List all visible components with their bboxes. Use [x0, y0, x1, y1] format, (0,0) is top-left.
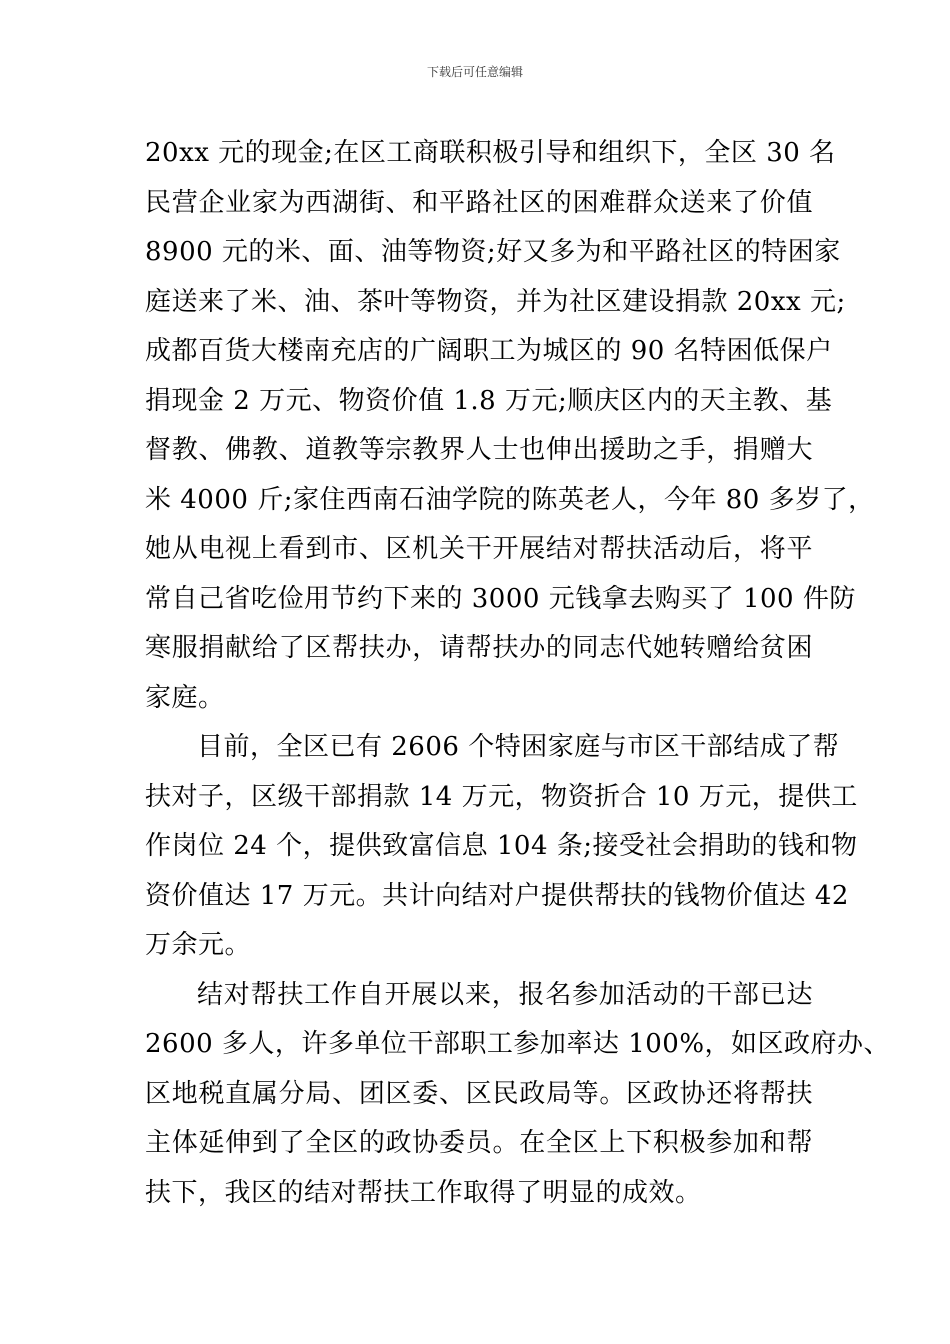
text-line: 主体延伸到了全区的政协委员。在全区上下积极参加和帮: [145, 1128, 813, 1158]
text-line: 万余元。: [145, 930, 252, 960]
text-line: 米 4000 斤;家住西南石油学院的陈英老人，今年 80 多岁了，: [145, 484, 875, 515]
paragraph-3: [145, 971, 891, 1219]
text-line: 2600 多人，许多单位干部职工参加率达 100%，如区政府办、: [145, 1029, 891, 1059]
text-line: 家庭。: [145, 682, 225, 713]
paragraph-2: [145, 723, 858, 971]
text-line: 民营企业家为西湖街、和平路社区的困难群众送来了价值: [145, 187, 813, 218]
text-line: 20xx 元的现金;在区工商联积极引导和组织下，全区 30 名: [145, 138, 836, 168]
text-line: 督教、佛教、道教等宗教界人士也伸出援助之手，捐赠大: [145, 435, 813, 465]
page-header: 下载后可任意编辑: [426, 65, 523, 79]
text-line: 成都百货大楼南充店的广阔职工为城区的 90 名特困低保户: [145, 336, 833, 366]
text-line: 区地税直属分局、团区委、区民政局等。区政协还将帮扶: [145, 1078, 813, 1109]
text-line: 结对帮扶工作自开展以来，报名参加活动的干部已达: [197, 979, 813, 1010]
paragraph-1: [145, 129, 875, 723]
text-line: 作岗位 24 个，提供致富信息 104 条;接受社会捐助的钱和物: [145, 831, 858, 861]
text-line: 目前，全区已有 2606 个特困家庭与市区干部结成了帮: [197, 732, 840, 762]
text-line: 资价值达 17 万元。共计向结对户提供帮扶的钱物价值达 42: [145, 880, 849, 911]
text-line: 8900 元的米、面、油等物资;好又多为和平路社区的特困家: [145, 237, 841, 267]
text-line: 常自己省吃俭用节约下来的 3000 元钱拿去购买了 100 件防: [145, 583, 856, 614]
text-line: 她从电视上看到市、区机关干开展结对帮扶活动后，将平: [145, 534, 813, 564]
text-line: 寒服捐献给了区帮扶办，请帮扶办的同志代她转赠给贫困: [145, 633, 813, 663]
text-line: 庭送来了米、油、茶叶等物资，并为社区建设捐款 20xx 元;: [145, 286, 846, 317]
text-line: 扶下，我区的结对帮扶工作取得了明显的成效。: [145, 1177, 702, 1208]
document-body: [145, 129, 891, 1218]
text-line: 扶对子，区级干部捐款 14 万元，物资折合 10 万元，提供工: [145, 781, 858, 812]
text-line: 捐现金 2 万元、物资价值 1.8 万元;顺庆区内的天主教、基: [145, 385, 833, 416]
